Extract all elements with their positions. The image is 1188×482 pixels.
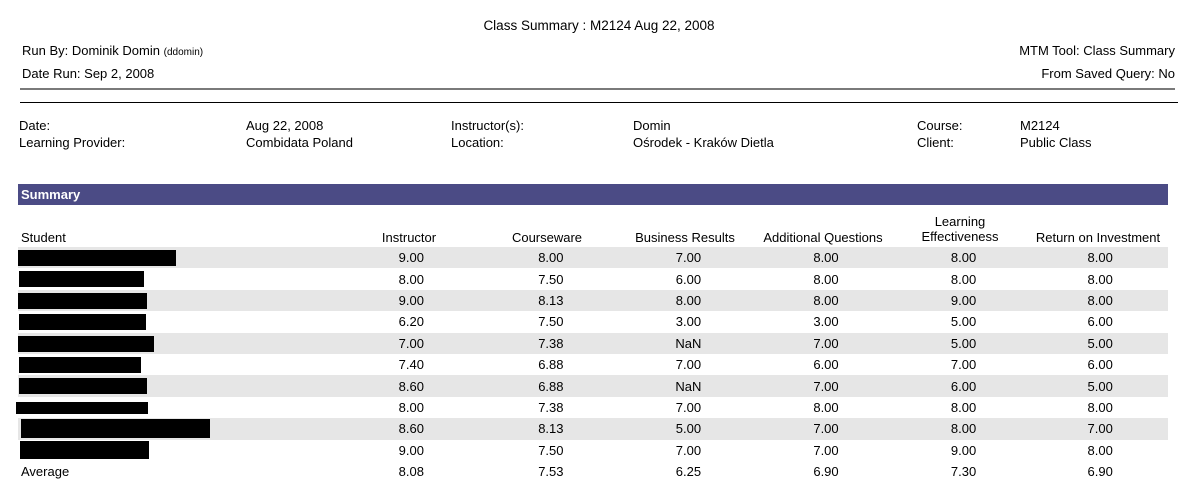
col-business-results: Business Results (635, 230, 735, 245)
student-cell (18, 333, 341, 354)
redacted-name (21, 419, 210, 438)
additional-questions-score: 8.00 (813, 271, 839, 287)
roi-score: 8.00 (1032, 247, 1168, 268)
business-results-score: 5.00 (620, 418, 758, 439)
courseware-score: 7.50 (538, 442, 564, 458)
additional-questions-score: 3.00 (813, 314, 839, 330)
additional-questions-score: 6.00 (813, 357, 839, 373)
roi-score: 6.00 (1087, 314, 1113, 330)
date-value: Aug 22, 2008 (246, 118, 324, 133)
redacted-name (20, 441, 149, 459)
business-results-score: 7.00 (620, 247, 758, 268)
redacted-name (19, 271, 144, 287)
courseware-score: 8.13 (482, 418, 620, 439)
instructor-score: 9.00 (341, 290, 483, 311)
course-label: Course: (917, 118, 963, 133)
table-row (18, 247, 1168, 268)
redacted-name (16, 402, 148, 414)
date-run: Date Run: Sep 2, 2008 (22, 66, 155, 81)
roi-score: 8.00 (1087, 399, 1113, 415)
business-results-score: 7.00 (675, 357, 702, 373)
table-row (18, 333, 1168, 354)
report-title: Class Summary : M2124 Aug 22, 2008 (483, 18, 715, 33)
roi-score: 7.00 (1032, 418, 1168, 439)
average-row (18, 461, 1168, 482)
col-courseware: Courseware (511, 230, 583, 245)
business-results-score: NaN (620, 333, 758, 354)
learning-effectiveness-score: 9.00 (950, 442, 977, 458)
average-roi: 6.90 (1087, 464, 1113, 480)
col-additional-questions: Additional Questions (763, 230, 883, 245)
courseware-score: 8.13 (482, 290, 620, 311)
instructor-score: 7.00 (341, 333, 483, 354)
instructor-value: Domin (633, 118, 671, 133)
run-by (22, 43, 203, 58)
learning-effectiveness-score: 8.00 (950, 399, 977, 415)
average-instructor: 8.08 (398, 464, 424, 480)
learning-effectiveness-score: 8.00 (895, 247, 1033, 268)
courseware-score: 7.50 (538, 271, 564, 287)
business-results-score: 7.00 (675, 399, 702, 415)
location-label: Location: (451, 135, 504, 150)
student-cell (18, 397, 341, 418)
provider-label: Learning Provider: (19, 135, 126, 150)
average-label: Average (21, 464, 70, 480)
roi-score: 6.00 (1087, 357, 1113, 373)
redacted-name (18, 336, 154, 352)
table-row (18, 354, 1168, 375)
business-results-score: 6.00 (675, 271, 702, 287)
table-row (18, 440, 1168, 461)
roi-score: 8.00 (1032, 290, 1168, 311)
instructor-score: 8.00 (398, 399, 424, 415)
learning-effectiveness-score: 6.00 (895, 375, 1033, 396)
date-label: Date: (19, 118, 51, 133)
courseware-score: 7.38 (482, 333, 620, 354)
header-divider-thick (20, 88, 1175, 90)
col-learning-effectiveness-line2: Effectiveness (921, 229, 999, 244)
business-results-score: 3.00 (675, 314, 702, 330)
location-value: Ośrodek - Kraków Dietla (633, 135, 774, 150)
instructor-score: 7.40 (398, 357, 424, 373)
col-learning-effectiveness (890, 214, 1030, 244)
business-results-score: 8.00 (620, 290, 758, 311)
roi-score: 5.00 (1032, 333, 1168, 354)
roi-score: 8.00 (1087, 271, 1113, 287)
additional-questions-score: 7.00 (757, 418, 895, 439)
student-cell (18, 290, 341, 311)
additional-questions-score: 8.00 (757, 290, 895, 311)
business-results-score: 7.00 (675, 442, 702, 458)
table-row (18, 375, 1168, 396)
col-instructor: Instructor (381, 230, 437, 245)
learning-effectiveness-score: 8.00 (895, 418, 1033, 439)
summary-table (18, 247, 1168, 482)
student-cell (18, 418, 341, 439)
roi-score: 8.00 (1087, 442, 1113, 458)
courseware-score: 6.88 (482, 375, 620, 396)
average-courseware: 7.53 (538, 464, 564, 480)
learning-effectiveness-score: 9.00 (895, 290, 1033, 311)
courseware-score: 7.38 (538, 399, 564, 415)
saved-query: From Saved Query: No (1041, 66, 1175, 81)
student-cell (18, 268, 341, 289)
instructor-score: 6.20 (398, 314, 424, 330)
additional-questions-score: 8.00 (757, 247, 895, 268)
table-row (18, 268, 1168, 289)
col-return-on-investment: Return on Investment (1035, 230, 1161, 245)
redacted-name (18, 293, 147, 309)
business-results-score: NaN (620, 375, 758, 396)
courseware-score: 8.00 (482, 247, 620, 268)
learning-effectiveness-score: 5.00 (950, 314, 977, 330)
average-additional-questions: 6.90 (813, 464, 839, 480)
additional-questions-score: 7.00 (757, 375, 895, 396)
table-row (18, 397, 1168, 418)
courseware-score: 7.50 (538, 314, 564, 330)
learning-effectiveness-score: 8.00 (950, 271, 977, 287)
instructor-score: 9.00 (341, 247, 483, 268)
header-divider-thin (20, 102, 1178, 103)
col-learning-effectiveness-line1: Learning (934, 214, 986, 229)
courseware-score: 6.88 (538, 357, 564, 373)
client-value: Public Class (1020, 135, 1092, 150)
run-by-name: Run By: Dominik Domin (22, 43, 160, 58)
redacted-name (19, 357, 141, 373)
redacted-name (19, 378, 147, 394)
summary-section-header: Summary (18, 184, 1168, 205)
additional-questions-score: 8.00 (813, 399, 839, 415)
mtm-tool: MTM Tool: Class Summary (1019, 43, 1175, 58)
student-cell (18, 311, 341, 332)
redacted-name (19, 314, 146, 330)
instructor-score: 8.60 (341, 418, 483, 439)
additional-questions-score: 7.00 (757, 333, 895, 354)
instructor-label: Instructor(s): (451, 118, 524, 133)
table-row (18, 311, 1168, 332)
student-cell (18, 375, 341, 396)
average-learning-effectiveness: 7.30 (950, 464, 977, 480)
run-by-username: (ddomin) (163, 47, 204, 58)
course-value: M2124 (1020, 118, 1060, 133)
redacted-name (18, 250, 176, 266)
student-cell (18, 354, 341, 375)
col-student: Student (21, 230, 66, 245)
instructor-score: 8.00 (398, 271, 424, 287)
roi-score: 5.00 (1032, 375, 1168, 396)
average-business-results: 6.25 (675, 464, 702, 480)
instructor-score: 8.60 (341, 375, 483, 396)
additional-questions-score: 7.00 (813, 442, 839, 458)
learning-effectiveness-score: 5.00 (895, 333, 1033, 354)
learning-effectiveness-score: 7.00 (950, 357, 977, 373)
provider-value: Combidata Poland (246, 135, 353, 150)
table-row (18, 290, 1168, 311)
student-cell (18, 247, 341, 268)
instructor-score: 9.00 (398, 442, 424, 458)
table-row (18, 418, 1168, 439)
client-label: Client: (917, 135, 954, 150)
student-cell (18, 440, 341, 461)
